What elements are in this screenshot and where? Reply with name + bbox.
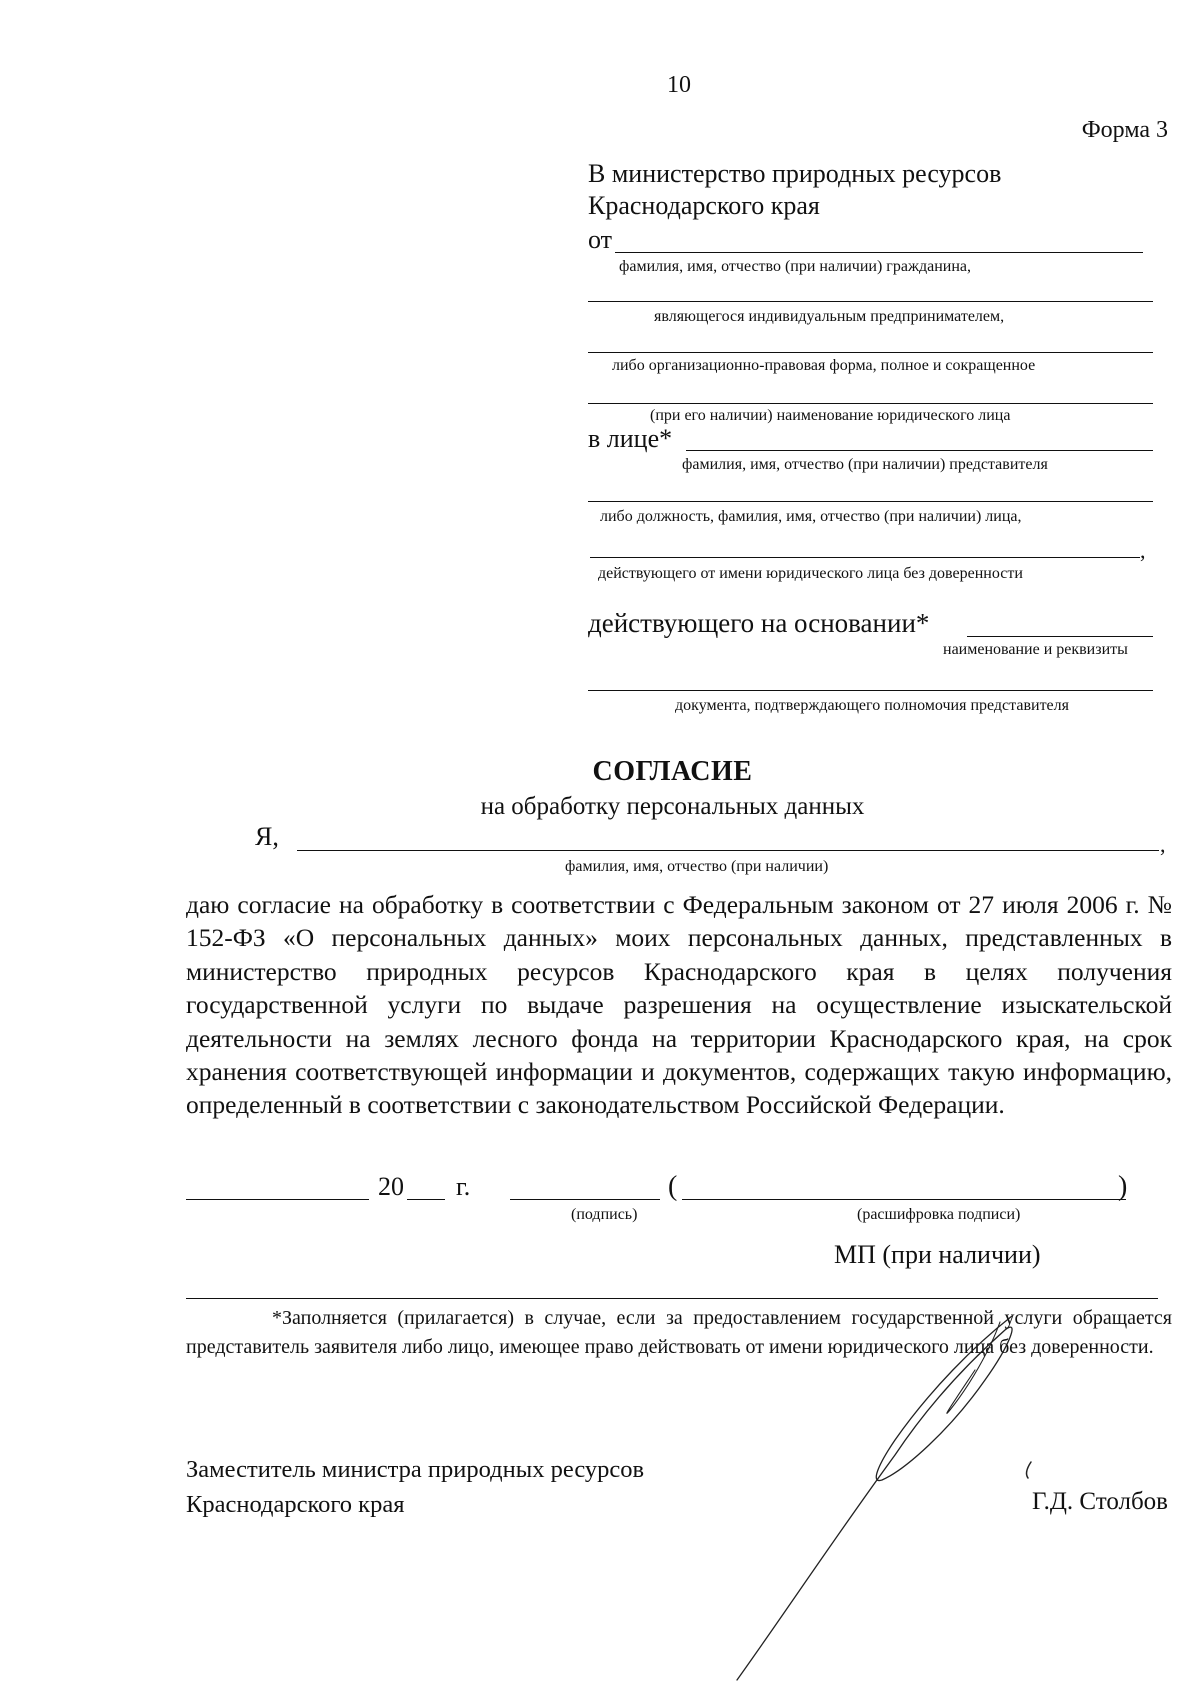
fio-comma: , — [1160, 832, 1166, 857]
addressee-line-1: В министерство природных ресурсов — [588, 159, 1002, 188]
applicant-field-line-4[interactable] — [588, 403, 1153, 404]
date-field-line[interactable] — [186, 1199, 369, 1200]
form-label: Форма 3 — [1081, 117, 1168, 143]
caption-basis-1: наименование и реквизиты — [943, 641, 1128, 658]
from-field-line[interactable] — [615, 252, 1143, 253]
caption-fio: фамилия, имя, отчество (при наличии) — [565, 858, 829, 875]
caption-name: (при его наличии) наименование юридического лица — [650, 407, 1011, 424]
decode-field-line[interactable] — [682, 1199, 1126, 1200]
fio-field-line[interactable] — [297, 850, 1159, 851]
representative-field-line[interactable] — [686, 450, 1153, 451]
caption-org: либо организационно-правовая форма, полное и сокращенное — [612, 357, 1036, 374]
consent-subtitle: на обработку персональных данных — [480, 793, 865, 820]
addressee-line-2: Краснодарского края — [588, 191, 820, 220]
signature-field-line[interactable] — [510, 1199, 660, 1200]
consent-body: даю согласие на обработку в соответствии с Федеральным законом от 27 июля 2006 г. № 152-ФЗ «О персональных данных» моих персональных данных, представленных в министерство природных ресурсов Краснодарского края в целях получения государственной услуги по выдаче разрешения на осуществление изыскательской деятельности на землях лесного фонда на территории Краснодарского края, на срок хранения соответствующей информации и документов, содержащих такую информацию, определенный в соответствии с законодательством Российской Федерации. — [186, 890, 1172, 1120]
caption-acting: действующего от имени юридического лица без доверенности — [598, 565, 1023, 582]
caption-decode: (расшифровка подписи) — [857, 1206, 1021, 1223]
year-suffix: г. — [456, 1172, 471, 1201]
open-paren: ( — [668, 1171, 678, 1202]
signer-name: Г.Д. Столбов — [1031, 1488, 1168, 1515]
caption-basis-2: документа, подтверждающего полномочия представителя — [675, 697, 1069, 714]
caption-signature: (подпись) — [571, 1206, 638, 1223]
caption-ip: являющегося индивидуальным предпринимателем, — [654, 308, 1005, 325]
caption-representative: фамилия, имя, отчество (при наличии) представителя — [682, 456, 1048, 473]
consent-title: СОГЛАСИЕ — [592, 756, 753, 787]
year-prefix: 20 — [378, 1172, 404, 1201]
page-number: 10 — [667, 72, 691, 98]
applicant-field-line-2[interactable] — [588, 301, 1153, 302]
basis-field-line-2[interactable] — [588, 690, 1153, 691]
from-label: от — [588, 225, 613, 254]
footnote-separator — [186, 1298, 1158, 1299]
caption-position: либо должность, фамилия, имя, отчество (при наличии) лица, — [600, 508, 1022, 525]
i-label: Я, — [255, 822, 279, 851]
signer-title: Заместитель министра природных ресурсов Краснодарского края — [186, 1456, 645, 1518]
in-person-label: в лице* — [588, 424, 673, 453]
basis-field-line[interactable] — [967, 636, 1153, 637]
basis-label: действующего на основании* — [588, 608, 930, 638]
acting-field-line[interactable] — [590, 557, 1140, 558]
applicant-field-line-3[interactable] — [588, 352, 1153, 353]
footnote-text: *Заполняется (прилагается) в случае, если за предоставлением государственной услуги обращается представитель заявителя либо лицо, имеющее право действовать от имени юридического лица без доверенности. — [186, 1307, 1172, 1358]
close-paren: ) — [1118, 1171, 1128, 1202]
stamp-label: МП (при наличии) — [834, 1240, 1041, 1269]
acting-comma: , — [1140, 538, 1146, 563]
year-field-line[interactable] — [407, 1199, 445, 1200]
caption-from: фамилия, имя, отчество (при наличии) гражданина, — [619, 258, 972, 275]
position-field-line[interactable] — [588, 501, 1153, 502]
